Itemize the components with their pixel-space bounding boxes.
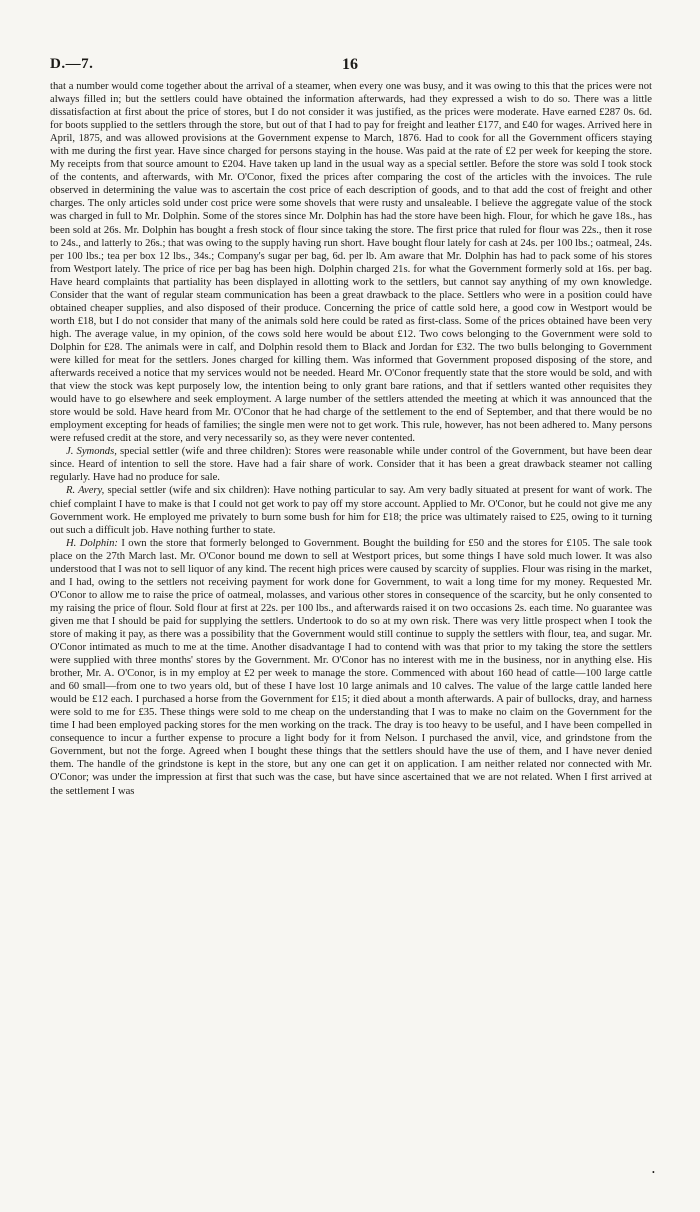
speaker-name: H. Dolphin:	[66, 537, 118, 549]
testimony-paragraph	[50, 537, 652, 798]
speaker-name: R. Avery,	[66, 485, 105, 497]
paragraph-text: I own the store that formerly belonged to Government. Bought the building for £50 and the stores for £105. The sale took place on the 27th March last. Mr. O'Conor bound me down to sell at Westport prices, but some things I have sold much lower. It was also understood that I was not to sell liquor of any kind. The recent high prices were caused by scarcity of supplies. Flour was rising in the market, and I had, owing to the settlers not receiving payment for work done for Government, to wait a long time for my money. Requested Mr. O'Conor to allow me to raise the price of oatmeal, molasses, and various other stores in consequence of the scarcity, but he only consented to my raising the price of flour. Sold flour at first at 22s. per 100 lbs., and afterwards raised it on two occasions 2s. each time. No guarantee was given me that I should be paid for supplying the settlers. Undertook to do so at my own risk. There was very little prospect when I took the store of making it pay, as there was a possibility that the Government would still continue to supply the settlers with flour, tea, and sugar. Mr. O'Conor intimated as much to me at the time. Another disadvantage I had to contend with was that prior to my taking the store the settlers were supplied with three months' stores by the Government. Mr. O'Conor has no interest with me in the business, nor in anything else. His brother, Mr. A. O'Conor, is in my employ at £2 per week to manage the store. Commenced with about 160 head of cattle—100 large cattle and 60 small—from one to two years old, but of these I have lost 10 large animals and 10 calves. The value of the large cattle landed here would be £12 each. I purchased a horse from the Government for £15; it died about a month afterwards. A pair of bullocks, dray, and harness were sold to me for £35. These things were sold to me cheap on the understanding that I was to make no claim on the Government for the time I had been employed packing stores for the men working on the track. The dray is too heavy to be useful, and I have been compelled in consequence to incur a further expense to procure a light body for it from Nelson. I purchased the anvil, vice, and grindstone from the Government, but not the forge. Agreed when I bought these things that the settlers should have the use of them, and I have never denied them. The handle of the grindstone is kept in the store, but any one can get it on application. I am neither related nor connected with Mr. O'Conor; was under the impression at first that such was the case, but have since ascertained that we are not related. When I first arrived at the settlement I was	[50, 537, 652, 797]
paragraph-text: special settler (wife and three children): Stores were reasonable while under control of the Government, but have been dear since. Heard of intention to sell the store. Have had a fair share of work. Consider that it has been a great drawback steamer not calling regularly. Have had no produce for sale.	[50, 446, 652, 484]
print-mark: •	[652, 1168, 655, 1177]
page-number: 16	[342, 56, 358, 73]
testimony-paragraph	[50, 445, 652, 484]
page-header	[50, 56, 650, 78]
paragraph-text: that a number would come together about the arrival of a steamer, when every one was busy, and it was owing to this that the prices were not always filled in; but the settlers could have obtained the information afterwards, had they expressed a wish to do so. There was a little dissatisfaction at first about the price of stores, but I do not consider it was justified, as the prices were moderate. Have earned £287 0s. 6d. for boots supplied to the settlers through the store, but out of that I had to pay for freight and leather £177, and £40 for wages. Arrived here in April, 1875, and was allowed provisions at the Government expense to March, 1876. Had to cook for all the Government officers staying with me during the first year. Have since charged for persons staying in the house. Was paid at the rate of £2 per week for keeping the store. My receipts from that source amount to £204. Have taken up land in the usual way as a special settler. Before the store was sold I took stock of the contents, and afterwards, with Mr. O'Conor, fixed the prices after comparing the cost of the articles with the invoices. The rule observed in determining the value was to ascertain the cost price of each description of goods, and to that add the cost of freight and other charges. The only articles sold under cost price were some shovels that were rusty and unsaleable. I believe the aggregate value of the stock was charged in full to Mr. Dolphin. Some of the stores since Mr. Dolphin has had the store have been high. Flour, for which he gave 18s., has been sold at 26s. Mr. Dolphin has bought a fresh stock of flour since taking the store. The first price that ruled for flour was 22s., then it rose to 24s., and latterly to 26s.; that was owing to the supply having run short. Have bought flour lately for cash at 24s. per 100 lbs.; oatmeal, 24s. per 100 lbs.; tea per box 12 lbs., 34s.; Company's sugar per bag, 6d. per lb. Am aware that Mr. Dolphin has had to pack some of his stores from Westport lately. The price of rice per bag has been high. Dolphin charged 21s. for what the Government formerly sold at 16s. per bag. Have heard complaints that partiality has been displayed in allotting work to the settlers, but cannot say anything of my own knowledge. Consider that the want of regular steam communication has been a great drawback to the place. Settlers who were in a position could have obtained cheaper supplies, and also disposed of their produce. Concerning the price of cattle sold here, a good cow in Westport would be worth £18, but I do not consider that many of the animals sold here could be rated as first-class. Some of the prices obtained have been very high. The average value, in my opinion, of the cows sold here would be about £12. Two cows belonging to the Government were sold to Dolphin for £28. The animals were in calf, and Dolphin resold them to Black and Jordan for £32. The two bulls belonging to Government were killed for meat for the settlers. Jones charged for killing them. Was informed that Government proposed disposing of the store, and afterwards received a notice that my services would not be needed. Heard Mr. O'Conor frequently state that the store would be sold, and with that view the stock was kept purposely low, the intention being to only grant bare rations, and that if settlers wanted other requisites they would have to go elsewhere and seek employment. A large number of the settlers attended the meeting at which it was announced that the store would be sold. Have heard from Mr. O'Conor that he had charge of the settlement to the end of September, and that there would be no employment excepting for heads of families; the single men were not to get work. This rule, however, has not been adhered to. Many persons were refused credit at the store, and very necessarily so, as they were never contented.	[50, 81, 652, 445]
speaker-name: J. Symonds,	[66, 446, 117, 458]
paragraph-text: special settler (wife and six children): Have nothing particular to say. Am very badly situated at present for want of work. The chief complaint I have to make is that I could not get work to pay off my store account. Applied to Mr. O'Conor, but he could not give me any Government work. He employed me privately to burn some bush for him for £18; the price was ultimately raised to £25, owing to it turning out such a difficult job. Have nothing further to state.	[50, 485, 653, 536]
paragraph	[50, 80, 652, 445]
document-reference: D.—7.	[50, 56, 94, 72]
body-text	[50, 80, 652, 798]
testimony-paragraph	[50, 484, 652, 536]
